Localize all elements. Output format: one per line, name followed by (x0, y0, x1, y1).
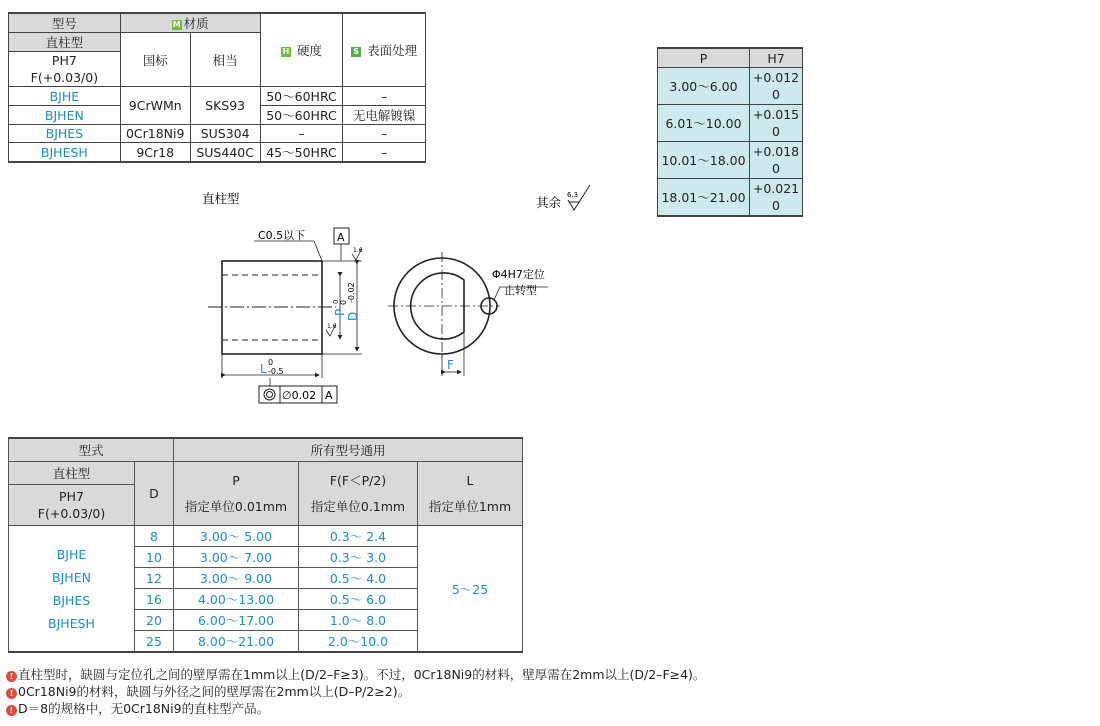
col-d: D (135, 462, 174, 526)
model-list (9, 526, 135, 653)
model-item: BJHEN (52, 569, 91, 585)
gb-cell: 0Cr18Ni9 (120, 125, 190, 143)
dim-p-upper: 0 (332, 299, 340, 304)
h7-cell: +0.018 0 (750, 142, 803, 179)
p-range-cell: 18.01～21.00 (658, 179, 750, 217)
roughness-small-value-2: 1.6 (327, 323, 337, 330)
d-cell: 20 (135, 610, 174, 631)
concentric-tolerance: ∅0.02 (282, 389, 317, 402)
col-p: P (658, 48, 750, 68)
note-item: ! 0Cr18Ni9的材料，缺圆与外径之间的壁厚需在2mm以上(D–P/2≥2)。 (6, 683, 1096, 700)
model-cell: BJHE (9, 87, 121, 106)
f-cell: 0.3～ 3.0 (299, 547, 418, 568)
d-cell: 12 (135, 568, 174, 589)
dimensions-table (8, 437, 523, 653)
h7-cell: +0.012 0 (750, 68, 803, 105)
gb-cell: 9Cr18 (120, 143, 190, 163)
dim-l-lower: -0.5 (268, 367, 284, 376)
dim-l-label: L (260, 362, 267, 376)
gb-cell: 9CrWMn (120, 87, 190, 125)
note-item: ! D＝8的规格中，无0Cr18Ni9的直柱型产品。 (6, 700, 1096, 717)
header-material: M 材质 (120, 13, 260, 33)
equiv-cell: SKS93 (190, 87, 260, 125)
material-badge-icon: M (172, 20, 181, 29)
warning-icon: ! (6, 705, 17, 716)
f-cell: 1.0～ 8.0 (299, 610, 418, 631)
roughness-main-value: 6.3 (567, 191, 579, 199)
other-roughness-label: 其余 (536, 195, 562, 210)
f-cell: 0.5～ 6.0 (299, 589, 418, 610)
h7-cell: +0.021 0 (750, 179, 803, 217)
header-form: 型式 (9, 438, 174, 462)
sub-type: 直柱型 (9, 462, 135, 485)
dim-p-label: P (333, 308, 347, 316)
model-item: BJHES (52, 592, 91, 608)
model-cell: BJHESH (9, 143, 121, 163)
model-item: BJHE (56, 546, 87, 562)
col-l: L 指定单位1mm (418, 462, 523, 526)
hole-label: Φ4H7定位 (492, 268, 545, 281)
surface-cell: – (343, 87, 426, 106)
p-range-cell: 6.01～10.00 (658, 105, 750, 142)
tolerance-table (657, 47, 803, 217)
equiv-cell: SUS304 (190, 125, 260, 143)
p-cell: 3.00～ 5.00 (174, 526, 299, 547)
warning-icon: ! (6, 688, 17, 699)
sub-pf: PH7 F(+0.03/0) (9, 52, 121, 87)
col-equiv: 相当 (190, 33, 260, 87)
hardness-cell: – (260, 125, 343, 143)
col-p: P 指定单位0.01mm (174, 462, 299, 526)
p-range-cell: 10.01～18.00 (658, 142, 750, 179)
notes (6, 666, 1096, 717)
header-hardness: H 硬度 (260, 13, 343, 87)
d-cell: 16 (135, 589, 174, 610)
f-cell: 0.3～ 2.4 (299, 526, 418, 547)
roughness-small-value: 1.6 (353, 247, 363, 254)
p-cell: 6.00～17.00 (174, 610, 299, 631)
header-common: 所有型号通用 (174, 438, 523, 462)
p-cell: 3.00～ 7.00 (174, 547, 299, 568)
model-cell: BJHEN (9, 106, 121, 125)
l-range-cell: 5～25 (418, 526, 523, 653)
d-cell: 25 (135, 631, 174, 653)
model-cell: BJHES (9, 125, 121, 143)
surface-cell: 无电解镀镍 (343, 106, 426, 125)
d-cell: 8 (135, 526, 174, 547)
warning-icon: ! (6, 671, 17, 682)
surface-cell: – (343, 125, 426, 143)
hole-label-2: 止转型 (504, 284, 537, 297)
sub-pf: PH7 F(+0.03/0) (9, 485, 135, 526)
technical-drawing (0, 180, 620, 410)
material-table (8, 12, 426, 163)
f-cell: 2.0～10.0 (299, 631, 418, 653)
datum-a: A (337, 231, 345, 244)
p-range-cell: 3.00～6.00 (658, 68, 750, 105)
d-cell: 10 (135, 547, 174, 568)
surface-cell: – (343, 143, 426, 163)
hardness-cell: 50～60HRC (260, 87, 343, 106)
dim-d-zero: 0 (339, 299, 348, 305)
dim-d-tolerance: -0.02 (347, 282, 356, 303)
col-h7: H7 (750, 48, 803, 68)
chamfer-label: C0.5以下 (258, 229, 306, 242)
p-cell: 3.00～ 9.00 (174, 568, 299, 589)
dim-f-label: F (447, 358, 454, 372)
sub-type: 直柱型 (9, 33, 121, 52)
col-f: F(F＜P/2) 指定单位0.1mm (299, 462, 418, 526)
dim-l-upper: 0 (268, 358, 274, 367)
equiv-cell: SUS440C (190, 143, 260, 163)
dim-d-label: D (346, 311, 360, 321)
drawing-title: 直柱型 (202, 191, 240, 206)
p-cell: 4.00～13.00 (174, 589, 299, 610)
header-surface: S 表面处理 (343, 13, 426, 87)
f-cell: 0.5～ 4.0 (299, 568, 418, 589)
hardness-cell: 50～60HRC (260, 106, 343, 125)
col-gb: 国标 (120, 33, 190, 87)
header-model: 型号 (9, 13, 121, 33)
surface-badge-icon: S (351, 47, 361, 57)
concentric-datum: A (325, 389, 333, 402)
hardness-badge-icon: H (282, 47, 290, 56)
model-item: BJHESH (48, 615, 95, 631)
hardness-cell: 45～50HRC (260, 143, 343, 163)
h7-cell: +0.015 0 (750, 105, 803, 142)
p-cell: 8.00～21.00 (174, 631, 299, 653)
note-item: ! 直柱型时，缺圆与定位孔之间的壁厚需在1mm以上(D/2–F≥3)。不过，0Cr18Ni9的材料，壁厚需在2mm以上(D/2–F≥4)。 (6, 666, 1096, 683)
